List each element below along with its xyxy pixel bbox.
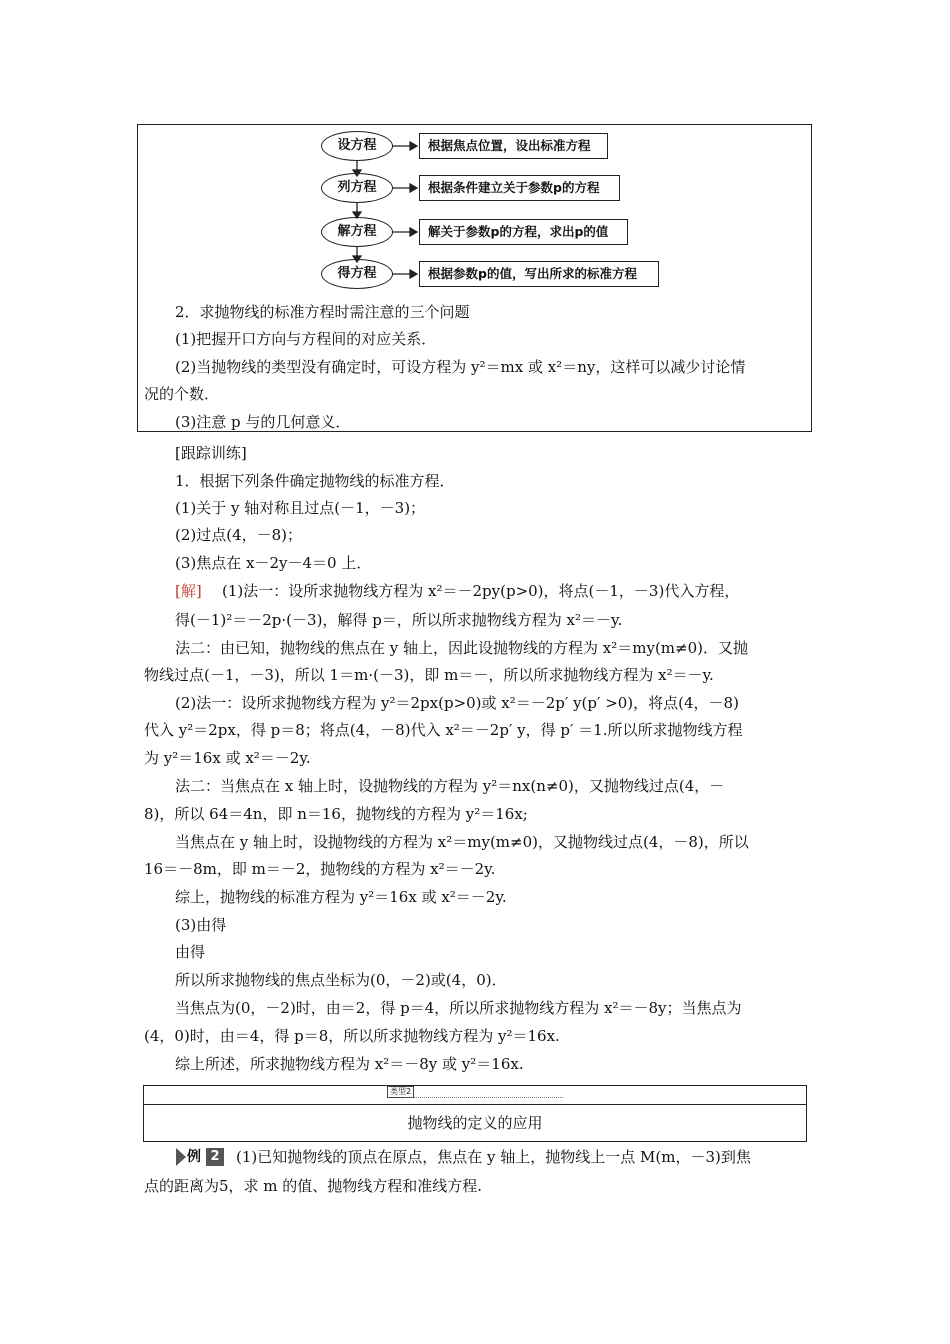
solution-tag: [解] [175, 582, 202, 600]
flow-oval-get: 得方程 [321, 259, 393, 289]
box-point-2b: 况的个数． [144, 385, 220, 403]
flow-oval-solve: 解方程 [321, 217, 393, 247]
arrowhead-right-2 [410, 184, 417, 192]
play-triangle-icon [176, 1148, 186, 1166]
solution-line-14: 由得 [175, 943, 206, 961]
solution-line-10: 当焦点在 y 轴上时，设抛物线的方程为 x²＝my(m≠0)，又抛物线过点(4，－8)，所以 [175, 833, 749, 851]
solution-line-1: (1)法一：设所求抛物线方程为 x²＝－2py(p>0)，将点(－1，－3)代入方程， [222, 582, 740, 600]
solution-line-9: 8)，所以 64＝4n，即 n＝16，抛物线的方程为 y²＝16x; [144, 805, 528, 823]
solution-line-17: (4，0)时，由＝4，得 p＝8，所以所求抛物线方程为 y²＝16x. [144, 1027, 560, 1045]
solution-line-4: 物线过点(－1，－3)，所以 1＝m·(－3)，即 m＝－，所以所求抛物线方程为 x²＝－y. [144, 666, 714, 684]
box-point-3: (3)注意 p 与的几何意义． [175, 413, 351, 431]
solution-line-3: 法二：由已知，抛物线的焦点在 y 轴上，因此设抛物线的方程为 x²＝my(m≠0)．又抛 [175, 639, 748, 657]
training-q2: (2)过点(4，－8)； [175, 526, 303, 544]
flow-rect-set: 根据焦点位置，设出标准方程 [419, 133, 608, 159]
solution-line-11: 16＝－8m，即 m＝－2，抛物线的方程为 x²＝－2y. [144, 860, 496, 878]
example-badge [176, 1148, 226, 1166]
solution-line-13: (3)由得 [175, 916, 227, 934]
box-heading: 2．求抛物线的标准方程时需注意的三个问题 [175, 303, 470, 321]
example-line-1: (1)已知抛物线的顶点在原点，焦点在 y 轴上，抛物线上一点 M(m，－3)到焦 [236, 1148, 751, 1166]
section-type-tag: 类型2 [387, 1086, 414, 1098]
section-tag-dots [405, 1097, 563, 1098]
example-badge-number: 2 [206, 1148, 224, 1166]
solution-line-18: 综上所述，所求抛物线方程为 x²＝－8y 或 y²＝16x. [175, 1055, 524, 1073]
solution-line-7: 为 y²＝16x 或 x²＝－2y. [144, 749, 311, 767]
example-line-2: 点的距离为5，求 m 的值、抛物线方程和准线方程. [144, 1177, 483, 1195]
arrowhead-right-3 [410, 228, 417, 236]
box-point-2a: (2)当抛物线的类型没有确定时，可设方程为 y²＝mx 或 x²＝ny，这样可以减少讨论情 [175, 358, 746, 376]
flow-rect-get: 根据参数p的值，写出所求的标准方程 [419, 261, 659, 287]
solution-line-8: 法二：当焦点在 x 轴上时，设抛物线的方程为 y²＝nx(n≠0)，又抛物线过点(4，－ [175, 777, 725, 795]
arrowhead-right-4 [410, 270, 417, 278]
flow-rect-solve: 解关于参数p的方程，求出p的值 [419, 219, 628, 245]
section-title: 抛物线的定义的应用 [407, 1114, 543, 1132]
solution-line-12: 综上，抛物线的标准方程为 y²＝16x 或 x²＝－2y. [175, 888, 507, 906]
flow-oval-list: 列方程 [321, 173, 393, 203]
training-label: [跟踪训练] [175, 444, 247, 462]
solution-line-16: 当焦点为(0，－2)时，由＝2，得 p＝4，所以所求抛物线方程为 x²＝－8y；当焦点为 [175, 999, 742, 1017]
solution-line-6: 代入 y²＝2px，得 p＝8；将点(4，－8)代入 x²＝－2p′ y，得 p′ ＝1.所以所求抛物线方程 [144, 721, 743, 739]
training-question: 1．根据下列条件确定抛物线的标准方程． [175, 472, 455, 490]
solution-line-5: (2)法一：设所求抛物线方程为 y²＝2px(p>0)或 x²＝－2p′ y(p′ >0)，将点(4，－8) [175, 694, 739, 712]
example-badge-text: 例 [187, 1149, 201, 1165]
solution-line-15: 所以所求抛物线的焦点坐标为(0，－2)或(4，0)． [175, 971, 507, 989]
section-divider [143, 1104, 807, 1105]
flow-rect-list: 根据条件建立关于参数p的方程 [419, 175, 620, 201]
training-q3: (3)焦点在 x－2y－4＝0 上． [175, 554, 372, 572]
flow-oval-set: 设方程 [321, 131, 393, 161]
training-q1: (1)关于 y 轴对称且过点(－1，－3)； [175, 499, 426, 517]
solution-line-2: 得(－1)²＝－2p·(－3)，解得 p＝，所以所求抛物线方程为 x²＝－y. [175, 611, 623, 629]
arrowhead-right-1 [410, 142, 417, 150]
box-point-1: (1)把握开口方向与方程间的对应关系． [175, 330, 437, 348]
